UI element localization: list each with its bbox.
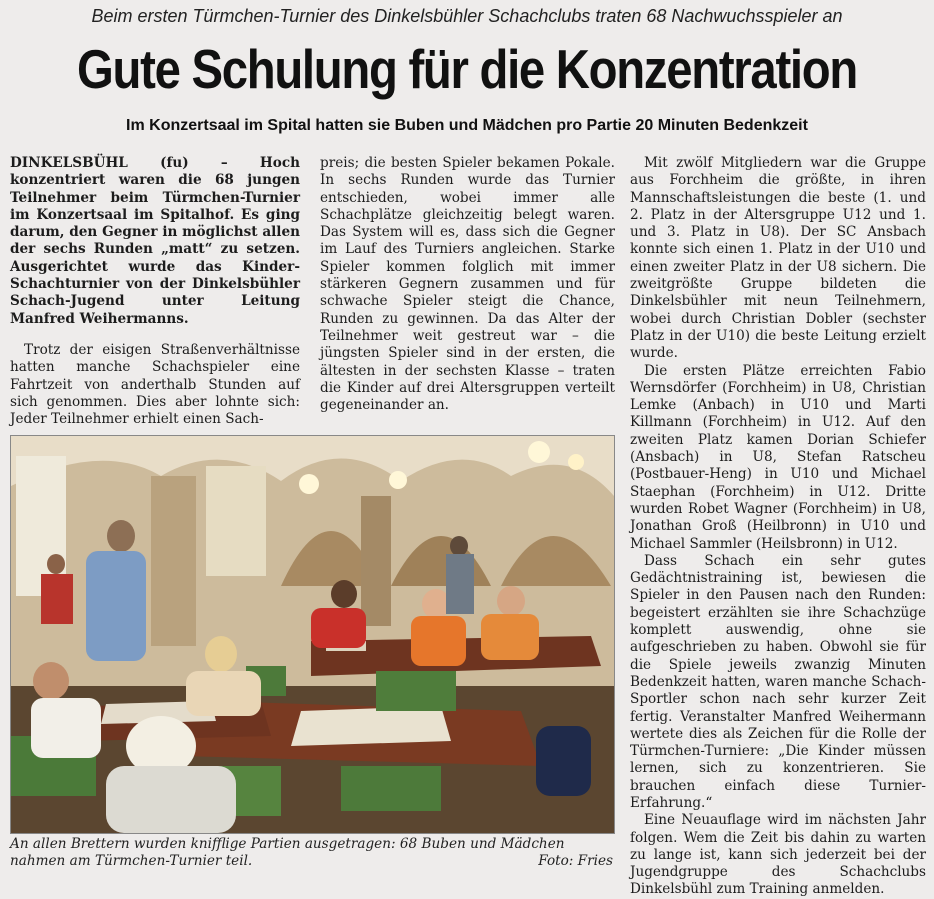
caption-text: An allen Brettern wurden knifflige Partien ausgetragen: 68 Buben und Mädchen nahmen am Türmchen-Turnier teil. — [10, 836, 565, 869]
article-column-3 — [630, 155, 926, 899]
lead-text: Hoch konzentriert waren die 68 jungen Teilnehmer beim Türmchen-Turnier im Konzertsaal im Spitalhof. Es ging darum, den Gegner in möglichst allen der sechs Runden „matt“ zu setzen. Ausgerichtet wurde das Kinder-Schachturnier von der Dinkelsbühler Schach-Jugend unter Leitung Manfred Weihermanns. — [10, 155, 300, 327]
tournament-photo — [10, 435, 615, 834]
photo-caption — [10, 836, 613, 870]
subheadline: Im Konzertsaal im Spital hatten sie Buben und Mädchen pro Partie 20 Minuten Bedenkzeit — [126, 117, 808, 134]
dateline: DINKELSBÜHL (fu) – — [10, 155, 228, 171]
article-column-2 — [320, 155, 615, 414]
body-paragraph: preis; die besten Spieler bekamen Pokale. In sechs Runden wurde das Turnier entschieden, wobei immer alle Schachplätze gleichzeitig belegt waren. Das System will es, dass sich die Gegner im Lauf des Turniers angleichen. Starke Spieler kommen folglich mit immer stärkeren Gegnern zusammen und für schwache Spieler steigt die Chance, Runden zu gewinnen. Da das Alter der Teilnehmer weit gestreut war – die jüngsten Spieler sind in der ersten, die ältesten in der sechsten Klasse – traten die Kinder auf drei Altersgruppen verteilt gegeneinander an. — [320, 155, 615, 414]
body-paragraph: Mit zwölf Mitgliedern war die Gruppe aus Forchheim die größte, in ihren Mannschaftsleistungen die beste (1. und 2. Platz in der Altersgruppe U12 und 1. und 3. Platz in U8). Der SC Ansbach konnte sich einen 1. Platz in der U10 und einen zweiter Platz in der U8 sichern. Die zweitgrößte Gruppe bildeten die Dinkelsbühler mit neun Teilnehmern, wobei durch Christian Dobler (sechster Platz in der U10) die beste Leitung erzielt wurde. — [630, 155, 926, 362]
kicker-line: Beim ersten Türmchen-Turnier des Dinkelsbühler Schachclubs traten 68 Nachwuchsspieler an — [91, 6, 843, 26]
article-column-1 — [10, 155, 300, 428]
body-paragraph: Trotz der eisigen Straßenverhältnisse hatten manche Schachspieler eine Fahrtzeit von anderthalb Stunden auf sich genommen. Dies aber lohnte sich: Jeder Teilnehmer erhielt einen Sach- — [10, 341, 300, 428]
body-paragraph: Eine Neuauflage wird im nächsten Jahr folgen. Wem die Zeit bis dahin zu warten zu lange ist, kann sich jederzeit bei der Jugendgruppe des Schachclubs Dinkelsbühl zum Training anmelden. — [630, 812, 926, 898]
photo-illustration — [11, 436, 614, 833]
body-paragraph: Dass Schach ein sehr gutes Gedächtnistraining ist, bewiesen die Spieler in den Pausen nach den Runden: begeistert erzählten sie ihre Schachzüge komplett auswendig, ohne sie aufgeschrieben zu haben. Obwohl sie für die Spiele jeweils zwanzig Minuten Bedenkzeit hatten, waren manche Schach-Sportler schon nach sehr kurzer Zeit fertig. Veranstalter Manfred Weihermann wertete dies als Zeichen für die Rolle der Türmchen-Turniere: „Die Kinder müssen lernen, sich zu konzentrieren. Sie brauchen einfach diese Turnier-Erfahrung.“ — [630, 552, 926, 811]
headline: Gute Schulung für die Konzentration — [77, 38, 857, 100]
photo-credit: Foto: Fries — [538, 853, 613, 869]
article-lead — [10, 155, 300, 328]
body-paragraph: Die ersten Plätze erreichten Fabio Wernsdörfer (Forchheim) in U8, Christian Lemke (Anbach) in U10 und Marti Killmann (Forchheim) in U12. Auf den zweiten Platz kamen Dorian Schiefer (Ansbach) in U8, Stefan Ratscheu (Postbauer-Heng) in U10 und Michael Staephan (Forchheim) in U12. Dritte wurden Robet Wagner (Forchheim) in U8, Jonathan Groß (Heilbronn) in U10 und Michael Sammler (Heilsbronn) in U12. — [630, 362, 926, 552]
